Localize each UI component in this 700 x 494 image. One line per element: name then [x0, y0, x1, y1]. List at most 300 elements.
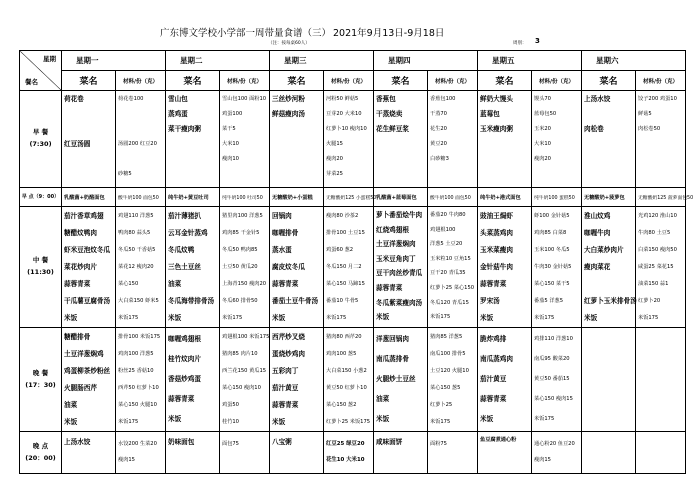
dish-name: 肉松卷	[584, 125, 604, 133]
dish-name: 咖喱排骨	[272, 229, 299, 237]
dish-name: 土豆洋葱焖肉	[376, 240, 416, 249]
material-amount	[638, 346, 684, 363]
breakfast-dishes-tue	[166, 91, 220, 188]
meal-label-breakfast	[20, 91, 62, 188]
morning-snack-row	[20, 188, 686, 207]
dish-name: 脆炸鸡排	[480, 335, 507, 343]
dish-name: 糖醋排骨	[64, 333, 91, 341]
dish-name: 金针菇牛肉	[480, 263, 513, 271]
material-amount: 酸牛奶100 面包50	[118, 195, 159, 201]
material-amount	[534, 167, 580, 182]
dish-name: 米饭	[64, 314, 78, 322]
dish-column-header: 菜名	[62, 71, 116, 91]
dinner-materials-fri	[532, 328, 582, 432]
material-amount: 米饭175	[534, 416, 555, 422]
dish-name: 淮山炆鸡	[584, 212, 611, 220]
night-dish-tue	[166, 432, 220, 474]
material-amount: 鸡肉85 白菜8	[534, 230, 567, 236]
dish-name	[64, 107, 114, 122]
dinner-dishes-sat	[582, 328, 636, 432]
material-amount: 番茄10 牛骨5	[326, 298, 359, 304]
material-amount: 冬瓜50 鸭肉85	[222, 247, 258, 253]
night-materials-fri	[532, 432, 582, 474]
night-dish-wed	[270, 432, 324, 474]
dish-name: 南瓜蒸鸡肉	[480, 355, 513, 363]
day-header: 星期四	[374, 51, 478, 71]
dish-name: 玉米豆角肉丁	[376, 254, 416, 263]
dish-name: 冬瓜紫菜瘦肉汤	[376, 298, 423, 307]
material-amount: 咸蛋25 菜花15	[638, 264, 674, 270]
material-amount: 水饺200 生菜20	[118, 441, 157, 447]
dish-name: 番茄土豆牛骨汤	[272, 297, 319, 305]
dish-name: 云耳金针蒸鸡	[168, 229, 208, 237]
column-header-row	[20, 71, 686, 91]
dish-name: 茄汁香草鸡翅	[64, 212, 104, 220]
meal-label-night	[20, 432, 62, 474]
material-amount: 菜心150 火腿10	[118, 402, 157, 408]
breakfast-materials-fri	[532, 91, 582, 188]
lunch-dishes-thu	[374, 207, 428, 328]
dish-name: 茄汁黄豆	[480, 375, 507, 383]
dish-column-header: 菜名	[478, 71, 532, 91]
dish-name: 西芹炒叉烧	[272, 333, 305, 341]
dish-name: 花生鲜豆浆	[376, 125, 409, 133]
dish-name: 干瓜薯豆腐骨汤	[64, 297, 111, 305]
night-materials-tue	[220, 432, 270, 474]
lunch-materials-tue	[220, 207, 270, 328]
dish-name: 蒜蓉青菜	[480, 395, 507, 403]
breakfast-dishes-wed	[270, 91, 324, 188]
breakfast-materials-wed	[324, 91, 374, 188]
material-amount: 排骨100 土豆15	[326, 230, 365, 236]
dinner-dishes-mon	[62, 328, 116, 432]
material-amount: 酸牛奶100 面包50	[430, 195, 471, 201]
night-dish-fri	[478, 432, 532, 474]
dish-name: 米饭	[376, 313, 390, 322]
dish-column-header: 菜名	[582, 71, 636, 91]
material-amount: 米饭175	[430, 419, 451, 425]
dish-name	[64, 122, 114, 137]
dish-name: 罗宋汤	[480, 297, 500, 305]
dish-column-header: 菜名	[270, 71, 324, 91]
dish-name: 无糖酸奶+菠萝包	[584, 194, 625, 201]
snack-dish-fri	[478, 188, 532, 207]
night-dish-sat	[582, 432, 636, 474]
material-amount	[222, 167, 268, 182]
snack-materials-tue	[220, 188, 270, 207]
snack-materials-fri	[532, 188, 582, 207]
material-amount: 冬瓜150 月二2	[326, 264, 362, 270]
dish-name	[584, 329, 634, 346]
day-header: 星期五	[478, 51, 582, 71]
dish-name: 油菜	[168, 280, 182, 288]
dish-name	[168, 137, 218, 152]
dish-name: 洋葱回锅肉	[376, 335, 409, 343]
lunch-dishes-fri	[478, 207, 532, 328]
material-amount	[118, 107, 164, 122]
day-header-row	[20, 51, 686, 71]
material-amount: 瘦肉20	[326, 156, 343, 162]
dish-name	[272, 122, 322, 137]
meal-time: (7:30)	[29, 140, 52, 148]
material-amount: 荷花卷100	[118, 96, 144, 102]
dish-name	[584, 276, 634, 293]
night-materials-thu	[428, 432, 478, 474]
material-amount: 瘦肉20	[534, 156, 551, 162]
dish-name: 干蒸烧卖	[376, 110, 403, 118]
snack-dish-tue	[166, 188, 220, 207]
snack-dish-sat	[582, 188, 636, 207]
material-amount: 菜心150	[118, 281, 139, 287]
meal-name: 晚 餐	[32, 368, 49, 377]
dinner-dishes-wed	[270, 328, 324, 432]
material-amount: 汤圆200 红豆20	[118, 141, 157, 147]
material-amount: 光鸡120 淮山10	[638, 213, 677, 219]
material-amount	[430, 167, 476, 182]
dish-name: 鲜菇瘦肉汤	[272, 110, 305, 118]
dinner-materials-wed	[324, 328, 374, 432]
dish-name: 豉油王焗虾	[480, 212, 513, 220]
material-amount: 南瓜100 排骨5	[430, 351, 466, 357]
meal-label-snack: 早 点（9：00）	[20, 188, 62, 207]
material-amount: 番茄20 牛肉80	[430, 212, 466, 218]
material-amount: 油菜150 蒜1	[638, 281, 669, 287]
night-materials-sat	[636, 432, 686, 474]
material-amount: 土豆120 火腿10	[430, 368, 469, 374]
dinner-dishes-thu	[374, 328, 428, 432]
dish-name: 乳酸菌+奶酪面包	[64, 194, 105, 201]
dish-name	[272, 167, 322, 182]
dish-name: 大白菜炒肉片	[584, 246, 624, 254]
material-amount: 大白菜150 虾米5	[118, 298, 159, 304]
material-amount: 西兰花150 黄瓜15	[222, 368, 267, 374]
meal-time: (20：00)	[25, 453, 56, 462]
dish-name	[480, 137, 530, 152]
dish-name: 香菇炒鸡蛋	[168, 375, 201, 383]
dish-name: 米饭	[168, 415, 182, 423]
dish-name: 火腿炒土豆丝	[376, 375, 416, 383]
dish-name: 糖醋炆鸭肉	[64, 229, 97, 237]
material-amount: 米饭175	[222, 315, 243, 321]
dish-name: 米饭	[272, 314, 286, 322]
dish-name: 冬瓜海带排骨汤	[168, 297, 215, 305]
dish-name	[272, 152, 322, 167]
dish-name: 蓝莓包	[480, 110, 500, 118]
dish-name: 回锅肉	[272, 212, 292, 220]
lunch-dishes-mon	[62, 207, 116, 328]
dish-name	[376, 137, 426, 152]
material-amount: 黄豆20	[430, 141, 447, 147]
material-amount: 饺子200 鸡蛋10	[638, 96, 677, 102]
dish-name: 玉米菜瘦肉	[480, 246, 513, 254]
material-amount: 虾100 金针菇5	[534, 213, 570, 219]
material-amount: 瘦肉10	[222, 156, 239, 162]
material-amount: 芽菜25	[326, 171, 343, 177]
material-amount: 冬瓜50 干香菇5	[118, 247, 156, 253]
dish-name	[584, 346, 634, 363]
snack-materials-sat	[636, 188, 694, 207]
material-amount: 西芹50 红萝卜10	[118, 385, 159, 391]
material-amount: 鸭肉80 蒜头5	[118, 230, 151, 236]
meal-name: 早 餐	[32, 128, 49, 137]
dish-name: 蒜蓉青菜	[272, 280, 299, 288]
material-amount: 火腿15	[326, 141, 343, 147]
day-header: 星期二	[166, 51, 270, 71]
dish-name	[376, 152, 426, 167]
breakfast-dishes-thu	[374, 91, 428, 188]
page-header	[0, 0, 700, 50]
breakfast-materials-thu	[428, 91, 478, 188]
material-amount: 鲜菇5	[638, 111, 652, 117]
material-amount	[638, 380, 684, 397]
material-amount: 鸡肉85 干金针5	[222, 230, 260, 236]
week-number: 3	[535, 37, 540, 45]
dish-name: 鸡蛋柳茶炒粉丝	[64, 367, 111, 375]
dish-name: 油菜	[64, 401, 78, 409]
night-materials-mon	[116, 432, 166, 474]
dish-name	[64, 167, 114, 182]
weekly-menu-table	[19, 50, 694, 474]
dish-name: 米饭	[584, 314, 598, 322]
dish-name: 上汤水饺	[584, 95, 611, 103]
dish-name: 蒜蓉青菜	[64, 280, 91, 288]
material-amount: 香蕉包100	[430, 96, 456, 102]
snack-materials-wed	[324, 188, 377, 207]
dish-name: 鲜奶大馒头	[480, 95, 513, 103]
dish-name: 三丝炒河粉	[272, 95, 305, 103]
material-amount: 红萝卜10 瘦肉10	[326, 126, 367, 132]
material-amount: 瘦肉15	[118, 457, 135, 463]
dish-name: 蒜蓉青菜	[376, 283, 403, 292]
material-amount: 纯牛奶100 蛋糕50	[534, 195, 575, 201]
material-amount: 猪肉80 西芹20	[326, 334, 362, 340]
material-amount: 蓝莓包50	[534, 111, 557, 117]
material-amount: 红萝卜25 菜心150	[430, 284, 475, 291]
material-amount: 菜心150 葱2	[326, 402, 357, 408]
date-range: 2021年9月13日-9月18日	[333, 28, 445, 39]
material-amount	[118, 152, 164, 167]
material-amount: 面包75	[222, 441, 239, 447]
material-amount: 土豆50 黄瓜20	[222, 264, 258, 270]
material-amount	[638, 167, 684, 182]
lunch-materials-fri	[532, 207, 582, 328]
meal-label-lunch	[20, 207, 62, 328]
material-amount: 菜心150 瘦肉10	[222, 385, 261, 391]
material-amount: 无糖酸奶125 菠萝面包50	[638, 195, 694, 201]
meal-name: 中 餐	[32, 256, 49, 265]
material-amount	[638, 329, 684, 346]
dish-name: 纯牛奶+黄豆吐司	[168, 194, 209, 201]
dish-name: 虾米豆泡炆冬瓜	[64, 246, 111, 254]
dish-name	[168, 152, 218, 167]
week-label: 周别：	[513, 41, 527, 46]
material-amount: 菜心150 葱5	[430, 385, 461, 391]
material-amount: 鸡蛋60 葱2	[326, 247, 354, 253]
material-column-header: 材料/份（克）	[116, 71, 166, 91]
material-amount: 河粉50 鲜菇5	[326, 96, 359, 102]
dish-name	[272, 137, 322, 152]
meal-name: 晚 点	[32, 441, 49, 450]
material-amount: 米饭175	[638, 315, 659, 321]
material-amount: 鸡翅根100 米饭175	[222, 334, 270, 340]
dish-name: 南瓜蒸排骨	[376, 355, 409, 363]
dish-name: 蛋烧炒鸡肉	[272, 350, 305, 358]
material-amount: 鸡肉100 洋葱5	[118, 351, 154, 357]
material-amount: 猪肉85 肉片10	[222, 351, 258, 357]
menu-title: 广东博文学校小学部一周带量食谱（三）	[160, 28, 332, 39]
material-column-header: 材料/份（克）	[324, 71, 374, 91]
material-amount: 无糖酸奶125 小蛋糕50	[326, 195, 377, 201]
lunch-materials-mon	[116, 207, 166, 328]
dish-name	[584, 107, 634, 122]
material-amount: 米饭175	[326, 315, 347, 321]
material-amount: 冬瓜60 排骨50	[222, 298, 258, 304]
breakfast-row	[20, 91, 686, 188]
corner-meal-label: 餐名	[25, 78, 38, 86]
material-amount: 白菜150 瘦肉50	[638, 247, 677, 253]
material-amount: 鸡蛋50	[222, 402, 239, 408]
snack-dish-mon	[62, 188, 116, 207]
material-amount: 豆干20 青瓜35	[430, 270, 466, 277]
dish-name	[584, 397, 634, 414]
dish-name	[584, 363, 634, 380]
dish-name: 咖喱鸡翅根	[168, 335, 201, 343]
material-amount: 米饭175	[118, 419, 139, 425]
material-amount: 花生20	[430, 126, 447, 132]
material-column-header: 材料/份（克）	[532, 71, 582, 91]
lunch-materials-thu	[428, 207, 478, 328]
dish-name: 乳酸菌+蓝莓面包	[376, 194, 417, 201]
dish-name: 油菜	[376, 395, 390, 403]
material-amount: 鸡翅根100	[430, 226, 456, 233]
material-amount: 大米10	[534, 141, 551, 147]
dish-name	[584, 137, 634, 152]
dish-name: 奶味面包	[168, 438, 195, 446]
material-amount: 红萝卜25	[430, 402, 453, 408]
table-corner	[20, 51, 62, 91]
lunch-materials-sat	[636, 207, 686, 328]
dish-name: 茄汁黄豆	[272, 384, 299, 392]
meal-time: (11:30)	[27, 268, 54, 276]
dish-name: 红烧鸡翅根	[376, 225, 409, 234]
material-amount: 黄豆50 红萝卜10	[326, 385, 367, 391]
dish-name: 纯牛奶+港式面包	[480, 194, 521, 201]
dish-name: 红豆汤圆	[64, 140, 91, 148]
snack-materials-thu	[428, 188, 478, 207]
breakfast-dishes-mon	[62, 91, 116, 188]
dish-name: 荷花卷	[64, 95, 84, 103]
snack-dish-thu	[374, 188, 428, 207]
dish-name: 土豆洋葱焖鸡	[64, 350, 104, 358]
material-amount: 瘦肉80 沙茶2	[326, 213, 359, 219]
dish-name	[64, 152, 114, 167]
dish-name: 米饭	[480, 415, 494, 423]
dish-name: 桂竹炆肉片	[168, 355, 201, 363]
material-amount: 米饭175	[118, 315, 139, 321]
dish-name: 米饭	[272, 418, 286, 426]
material-amount: 砂糖5	[118, 171, 132, 177]
dish-name: 米饭	[64, 418, 78, 426]
material-amount: 通心粉20 鱼豆20	[534, 441, 575, 447]
material-amount: 干蒸70	[430, 111, 447, 117]
night-dish-mon	[62, 432, 116, 474]
breakfast-dishes-sat	[582, 91, 636, 188]
material-amount: 鸡翅110 洋葱5	[118, 213, 154, 219]
dish-name	[480, 167, 530, 182]
dish-name: 茄汁薄猪扒	[168, 212, 201, 220]
material-amount: 馒头70	[534, 96, 551, 102]
material-amount: 鸡蛋100	[222, 111, 243, 117]
dish-name	[584, 152, 634, 167]
dish-column-header: 菜名	[374, 71, 428, 91]
material-amount	[638, 363, 684, 380]
material-amount: 洋葱5 土豆20	[430, 241, 463, 248]
dish-name: 鱼豆腐煮通心粉	[480, 437, 517, 443]
dish-name: 豆干肉丝炒青瓜	[376, 269, 423, 278]
material-amount	[638, 137, 684, 152]
material-amount: 上海青150 瘦肉20	[222, 281, 267, 287]
material-amount: 菜干5	[222, 126, 236, 132]
dish-name: 咖喱牛肉	[584, 229, 611, 237]
material-amount: 瘦肉15	[534, 457, 551, 463]
material-amount: 菜心150 菜干5	[534, 281, 570, 287]
material-amount: 冬瓜120 青瓜15	[430, 299, 469, 306]
lunch-dishes-wed	[270, 207, 324, 328]
material-amount: 红萝卜25 米饭175	[326, 419, 371, 425]
dish-name: 火腿肠西芹	[64, 384, 97, 392]
breakfast-dishes-fri	[478, 91, 532, 188]
material-amount: 菜花12 瘦肉20	[118, 264, 154, 270]
day-header: 星期六	[582, 51, 686, 71]
meal-time: (17：30)	[25, 380, 56, 389]
dish-name	[480, 152, 530, 167]
material-amount: 鸡肉100 葱5	[326, 351, 357, 357]
dish-name: 蒜蓉青菜	[272, 401, 299, 409]
dish-name	[376, 167, 426, 182]
day-header: 星期三	[270, 51, 374, 71]
snack-materials-mon	[116, 188, 166, 207]
dish-name: 米饭	[480, 314, 494, 322]
material-amount: 南瓜95 酸菜20	[534, 356, 570, 362]
night-materials-wed	[324, 432, 374, 474]
material-amount: 鸡排110 洋葱10	[534, 336, 573, 342]
dish-name: 菜花炒肉片	[64, 263, 97, 271]
material-amount: 牛肉30 金针菇5	[534, 264, 572, 270]
dish-name: 头菜蒸鸡肉	[480, 229, 513, 237]
breakfast-materials-sat	[636, 91, 686, 188]
dish-name: 八宝粥	[272, 438, 292, 446]
serving-note: （注：按每桌60人）	[268, 41, 310, 46]
material-column-header: 材料/份（克）	[428, 71, 478, 91]
dish-name: 蒜蓉青菜	[480, 280, 507, 288]
night-snack-row	[20, 432, 686, 474]
dish-name: 无糖酸奶+小蛋糕	[272, 194, 313, 201]
snack-dish-wed	[270, 188, 324, 207]
material-amount: 排骨100 米饭175	[118, 334, 161, 340]
material-amount: 大米10	[222, 141, 239, 147]
dinner-materials-sat	[636, 328, 686, 432]
dish-name: 蒸鸡蛋	[168, 110, 188, 118]
dish-name	[584, 167, 634, 182]
dish-name: 瘦肉菜花	[584, 263, 611, 271]
material-amount	[638, 414, 684, 431]
material-amount: 红豆25 绿豆20	[326, 441, 365, 447]
dish-name: 米饭	[168, 314, 182, 322]
dish-name: 玉米瘦肉粥	[480, 125, 513, 133]
material-amount	[118, 122, 164, 137]
material-amount: 牛肉80 土豆5	[638, 230, 671, 236]
material-amount: 肉松卷50	[638, 126, 661, 132]
